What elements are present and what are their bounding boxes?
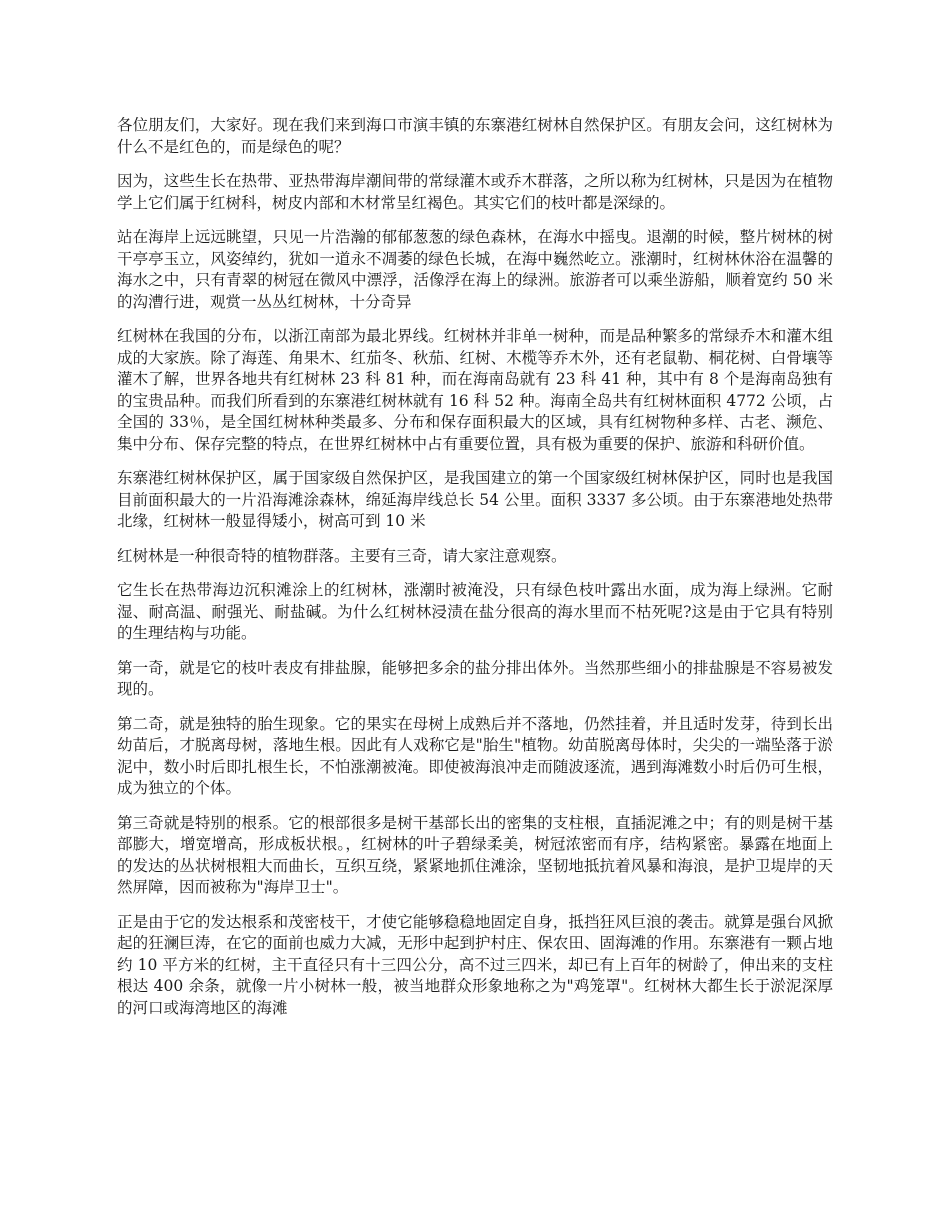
paragraph-reserve: 东寨港红树林保护区，属于国家级自然保护区，是我国建立的第一个国家级红树林保护区，同时也是我国目前面积最大的一片沿海滩涂森林，绵延海岸线总长 54 公里。面积 3337 多公顷。由于东寨港地处热带北缘，红树林一般显得矮小，树高可到 10 米 <box>117 469 833 530</box>
paragraph-root-system: 正是由于它的发达根系和茂密枝干，才使它能够稳稳地固定自身，抵挡狂风巨浪的袭击。就算是强台风掀起的狂澜巨涛，在它的面前也威力大减，无形中起到护村庄、保农田、固海滩的作用。东寨港有一颗占地约 10 平方米的红树，主干直径只有十三四公分，高不过三四米，却已有上百年的树龄了，伸出来的支柱根达 400 余条，就像一片小树林一般，被当地群众形象地称之为"鸡笼罩"。红树林大都生长于淤泥深厚的河口或海湾地区的海滩 <box>117 912 833 1017</box>
paragraph-habitat: 它生长在热带海边沉积滩涂上的红树林，涨潮时被淹没，只有绿色枝叶露出水面，成为海上绿洲。它耐湿、耐高温、耐强光、耐盐碱。为什么红树林浸渍在盐分很高的海水里而不枯死呢?这是由于它具有特别的生理结构与功能。 <box>117 581 833 642</box>
paragraph-first-wonder: 第一奇，就是它的枝叶表皮有排盐腺，能够把多余的盐分排出体外。当然那些细小的排盐腺是不容易被发现的。 <box>117 658 833 698</box>
paragraph-intro: 各位朋友们，大家好。现在我们来到海口市演丰镇的东寨港红树林自然保护区。有朋友会问，这红树林为什么不是红色的，而是绿色的呢？ <box>117 116 833 156</box>
document-page <box>117 115 833 1032</box>
paragraph-third-wonder: 第三奇就是特别的根系。它的根部很多是树干基部长出的密集的支柱根，直插泥滩之中；有的则是树干基部膨大，增宽增高，形成板状根。，红树林的叶子碧绿柔美，树冠浓密而有序，结构紧密。暴露在地面上的发达的丛状树根粗大而曲长，互织互绕，紧紧地抓住滩涂，坚韧地抵抗着风暴和海浪，是护卫堤岸的天然屏障，因而被称为"海岸卫士"。 <box>117 813 833 896</box>
paragraph-view-from-shore: 站在海岸上远远眺望，只见一片浩瀚的郁郁葱葱的绿色森林，在海水中摇曳。退潮的时候，整片树林的树干亭亭玉立，风姿绰约，犹如一道永不凋萎的绿色长城，在海中巍然屹立。涨潮时，红树林休浴在温馨的海水之中，只有青翠的树冠在微风中漂浮，活像浮在海上的绿洲。旅游者可以乘坐游船，顺着宽约 50 米的沟漕行进，观赏一丛丛红树林，十分奇异 <box>117 228 833 311</box>
paragraph-why-green: 因为，这些生长在热带、亚热带海岸潮间带的常绿灌木或乔木群落，之所以称为红树林，只是因为在植物学上它们属于红树科，树皮内部和木材常呈红褐色。其实它们的枝叶都是深绿的。 <box>117 172 833 212</box>
paragraph-three-wonders: 红树林是一种很奇特的植物群落。主要有三奇，请大家注意观察。 <box>117 546 567 565</box>
paragraph-distribution: 红树林在我国的分布，以浙江南部为最北界线。红树林并非单一树种，而是品种繁多的常绿乔木和灌木组成的大家族。除了海莲、角果木、红茄冬、秋茄、红树、木榄等乔木外，还有老鼠勒、桐花树、白骨壤等灌木了解，世界各地共有红树林 23 科 81 种，而在海南岛就有 23 科 41 种，其中有 8 个是海南岛独有的宝贵品种。而我们所看到的东寨港红树林就有 16 科 52 种。海南全岛共有红树林面积 4772 公顷，占全国的 33％，是全国红树林种类最多、分布和保存面积最大的区域，具有红树物种多样、古老、濒危、集中分布、保存完整的特点，在世界红树林中占有重要位置，具有极为重要的保护、旅游和科研价值。 <box>117 327 833 453</box>
paragraph-second-wonder: 第二奇，就是独特的胎生现象。它的果实在母树上成熟后并不落地，仍然挂着，并且适时发芽，待到长出幼苗后，才脱离母树，落地生根。因此有人戏称它是"胎生"植物。幼苗脱离母体时，尖尖的一端坠落于淤泥中，数小时后即扎根生长，不怕涨潮被淹。即使被海浪冲走而随波逐流，遇到海滩数小时后仍可生根，成为独立的个体。 <box>117 714 833 797</box>
